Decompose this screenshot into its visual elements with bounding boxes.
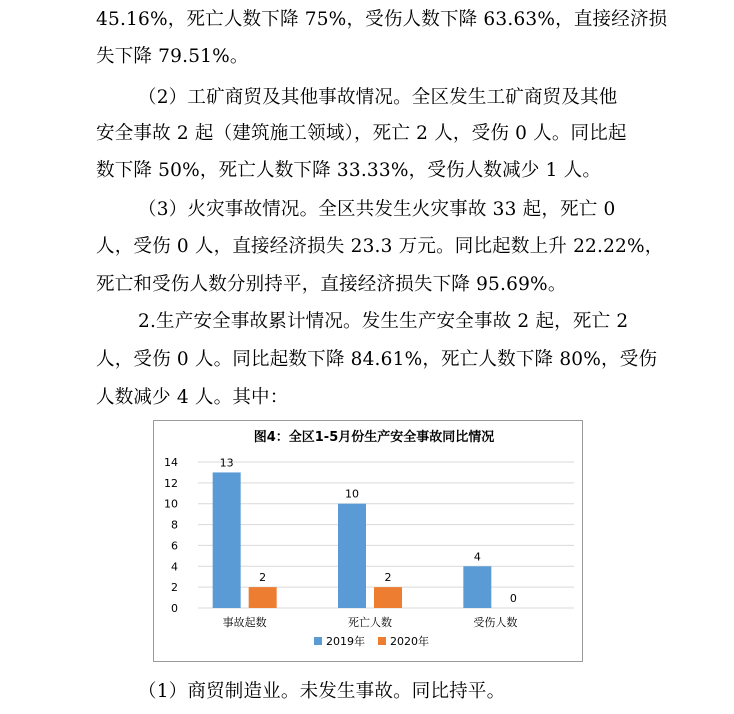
chart-container (153, 420, 583, 662)
data-label: 2 (259, 571, 267, 585)
legend-label: 2020年 (390, 635, 429, 648)
y-tick-label: 4 (171, 560, 178, 574)
y-tick-label: 6 (171, 539, 178, 553)
data-label: 13 (219, 456, 234, 470)
legend-swatch-2020年 (378, 637, 386, 645)
y-tick-label: 8 (171, 518, 178, 532)
y-tick-label: 14 (164, 456, 178, 469)
x-tick-label: 事故起数 (222, 616, 267, 629)
paragraph-line-9: 2.生产安全事故累计情况。发生生产安全事故 2 起，死亡 2 (138, 311, 629, 332)
data-label: 0 (509, 592, 517, 605)
y-tick-label: 10 (164, 497, 178, 511)
bar-2019年-死亡人数 (338, 504, 366, 608)
bar-2019年-受伤人数 (463, 566, 491, 608)
legend-swatch-2019年 (314, 637, 322, 645)
paragraph-line-11: 人数减少 4 人。其中： (96, 387, 289, 408)
paragraph-line-3: （2）工矿商贸及其他事故情况。全区发生工矿商贸及其他 (138, 87, 618, 108)
y-tick-label: 0 (171, 602, 178, 615)
data-label: 2 (384, 571, 392, 585)
x-tick-label: 死亡人数 (348, 616, 392, 629)
data-label: 4 (473, 550, 481, 564)
paragraph-line-1: 45.16%，死亡人数下降 75%，受伤人数下降 63.63%，直接经济损 (96, 9, 668, 30)
paragraph-line-4: 安全事故 2 起（建筑施工领域），死亡 2 人，受伤 0 人。同比起 (96, 123, 627, 144)
chart-title: 图4：全区1-5月份生产安全事故同比情况 (253, 430, 495, 445)
data-label: 10 (345, 487, 359, 501)
y-tick-label: 12 (164, 476, 178, 490)
paragraph-line-2: 失下降 79.51%。 (96, 46, 249, 67)
y-tick-label: 2 (171, 581, 178, 595)
bar-2019年-事故起数 (213, 472, 241, 608)
bar-2020年-死亡人数 (374, 587, 402, 608)
paragraph-line-12: （1）商贸制造业。未发生事故。同比持平。 (138, 681, 506, 702)
x-tick-label: 受伤人数 (473, 616, 518, 629)
bar-chart (154, 421, 584, 663)
legend-label: 2019年 (326, 635, 365, 648)
paragraph-line-5: 数下降 50%，死亡人数下降 33.33%，受伤人数减少 1 人。 (96, 160, 602, 181)
bar-2020年-事故起数 (249, 587, 277, 608)
paragraph-line-10: 人，受伤 0 人。同比起数下降 84.61%，死亡人数下降 80%，受伤 (96, 349, 658, 370)
paragraph-line-8: 死亡和受伤人数分别持平，直接经济损失下降 95.69%。 (96, 274, 567, 295)
paragraph-line-6: （3）火灾事故情况。全区共发生火灾事故 33 起，死亡 0 (138, 199, 616, 220)
paragraph-line-7: 人，受伤 0 人，直接经济损失 23.3 万元。同比起数上升 22.22%， (96, 236, 664, 257)
